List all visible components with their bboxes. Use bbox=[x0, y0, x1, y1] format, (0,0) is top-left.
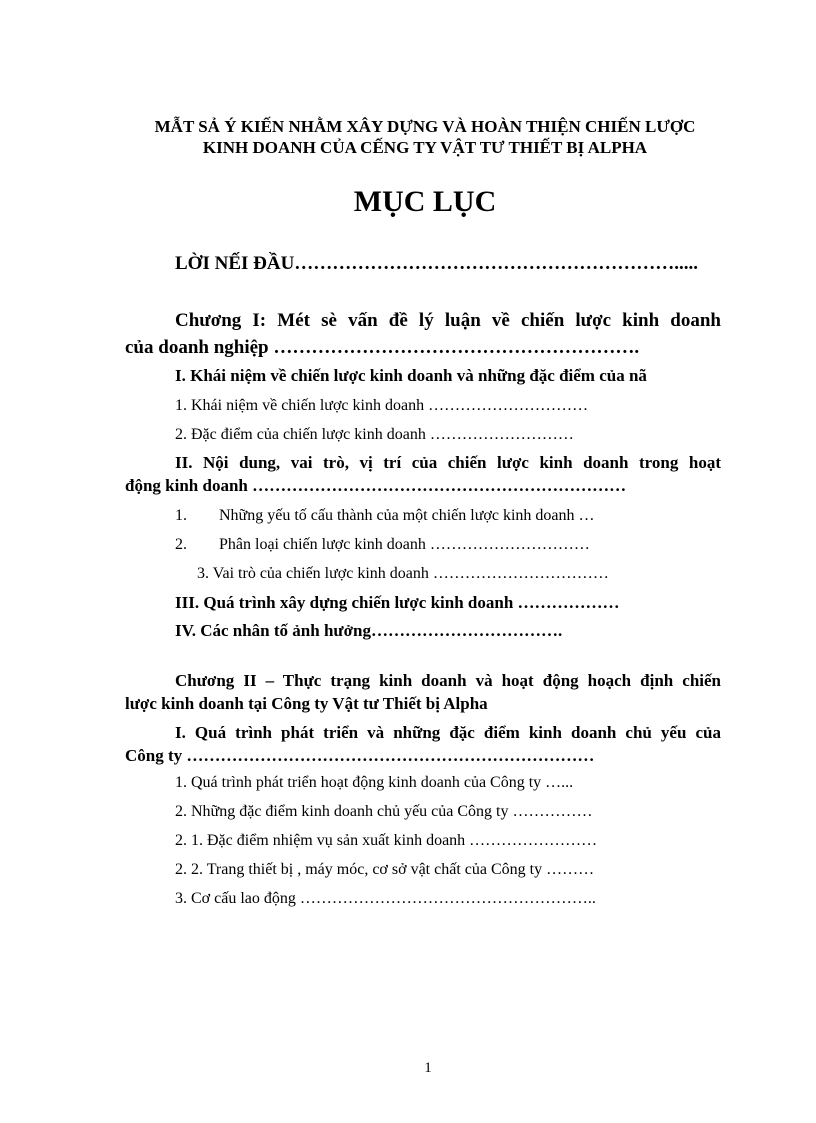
toc-entry-ch2-section-1-2-2: 2. 2. Trang thiết bị , máy móc, cơ sở vật chất của Công ty ……… bbox=[175, 861, 595, 878]
toc-entry-preface: LỜI NẾI ĐẦU……………………………………………………..... bbox=[175, 253, 699, 274]
toc-entry-ch2-section-1-2-1: 2. 1. Đặc điểm nhiệm vụ sản xuất kinh doanh …………………… bbox=[175, 832, 598, 849]
document-title-line-2: KINH DOANH CỦA CẾNG TY VẬT TƯ THIẾT BỊ ALPHA bbox=[202, 138, 648, 157]
toc-entry-section-2-line-2: động kinh doanh ………………………………………………………… bbox=[125, 476, 627, 495]
toc-entry-section-4: IV. Các nhân tố ảnh hưởng……………………………. bbox=[175, 621, 563, 640]
toc-entry-section-2-1 bbox=[175, 508, 595, 524]
toc-entry-chapter-1-line-2: của doanh nghiệp …………………………………………………. bbox=[125, 337, 640, 358]
toc-entry-section-3: III. Quá trình xây dựng chiến lược kinh doanh ……………… bbox=[175, 593, 620, 612]
toc-entry-section-2-2 bbox=[175, 537, 590, 553]
toc-entry-section-2-line-1: II. Nội dung, vai trò, vị trí của chiến lược kinh doanh trong hoạt bbox=[175, 453, 721, 472]
toc-entry-chapter-2-line-1: Chương II – Thực trạng kinh doanh và hoạt động hoạch định chiến bbox=[175, 671, 721, 690]
document-title-line-1: MẪT SẢ Ý KIẾN NHẰM XÂY DỰNG VÀ HOÀN THIỆN CHIẾN LƯỢC bbox=[154, 117, 696, 136]
toc-entry-section-1-1: 1. Khái niệm về chiến lược kinh doanh ………………………… bbox=[175, 397, 589, 414]
list-number: 1. bbox=[175, 507, 187, 524]
toc-entry-section-1: I. Khái niệm về chiến lược kinh doanh và những đặc điểm của nã bbox=[175, 366, 647, 385]
toc-entry-chapter-1-line-1: Chương I: Mét sè vấn đề lý luận về chiến lược kinh doanh bbox=[175, 310, 721, 331]
list-number: 2. bbox=[175, 536, 187, 553]
toc-entry-ch2-section-1-line-2: Công ty ……………………………………………………………… bbox=[125, 746, 595, 765]
toc-heading: MỤC LỤC bbox=[353, 185, 497, 218]
toc-entry-ch2-section-1-1: 1. Quá trình phát triển hoạt động kinh doanh của Công ty …... bbox=[175, 774, 574, 791]
toc-entry-section-1-2: 2. Đặc điểm của chiến lược kinh doanh ……………………… bbox=[175, 426, 574, 443]
list-text: Phân loại chiến lược kinh doanh ………………………… bbox=[219, 536, 590, 553]
toc-entry-ch2-section-1-2: 2. Những đặc điểm kinh doanh chủ yếu của Công ty …………… bbox=[175, 803, 593, 820]
toc-entry-section-2-3: 3. Vai trò của chiến lược kinh doanh …………………………… bbox=[197, 565, 609, 582]
list-text: Những yếu tố cấu thành của một chiến lược kinh doanh … bbox=[219, 507, 595, 524]
toc-entry-ch2-section-1-3: 3. Cơ cấu lao động ……………………………………………….. bbox=[175, 890, 596, 907]
toc-entry-ch2-section-1-line-1: I. Quá trình phát triển và những đặc điểm kinh doanh chủ yếu của bbox=[175, 723, 721, 742]
toc-entry-chapter-2-line-2: lược kinh doanh tại Công ty Vật tư Thiết bị Alpha bbox=[125, 694, 488, 713]
page-number: 1 bbox=[424, 1060, 432, 1076]
